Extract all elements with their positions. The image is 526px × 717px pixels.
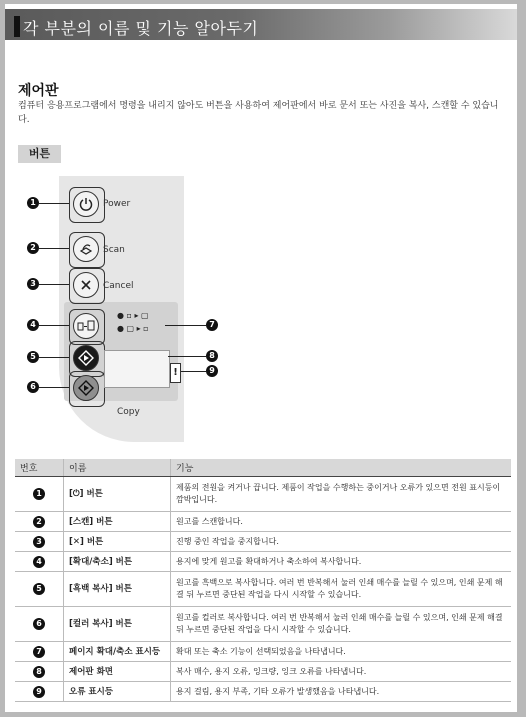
manual-page [5,4,517,712]
number-badge: 3 [33,536,45,548]
callout-1: 1 [27,197,39,209]
row-number [15,662,64,682]
copy-label: Copy [117,407,140,417]
callout-9: 9 [206,365,218,377]
callout-line-7 [165,325,206,326]
row-function: 진행 중인 작업을 중지합니다. [171,532,512,552]
callout-line-2 [39,248,69,249]
row-number [15,532,64,552]
col-name: 이름 [64,459,171,477]
page-title: 각 부분의 이름 및 기능 알아두기 [23,19,259,38]
row-function: 용지에 맞게 원고를 확대하거나 축소하여 복사합니다. [171,552,512,572]
black-copy-button[interactable] [73,345,99,371]
table-header-row [15,459,511,477]
table-row [15,512,511,532]
section-title: 제어판 [18,83,59,99]
table-row [15,607,511,642]
row-number [15,642,64,662]
resize-indicators [117,309,149,335]
table-row [15,662,511,682]
callout-line-8 [168,356,206,357]
row-number [15,607,64,642]
col-function: 기능 [171,459,512,477]
number-badge: 6 [33,618,45,630]
power-label: Power [103,199,131,209]
scan-label: Scan [103,245,125,255]
row-function: 제품의 전원을 켜거나 끕니다. 제품이 작업을 수행하는 중이거나 오류가 있으면 전원 표시등이 깜박입니다. [171,477,512,512]
callout-line-4 [39,325,69,326]
table-row [15,552,511,572]
table-row [15,532,511,552]
banner-accent [14,16,20,37]
scan-button[interactable] [73,236,99,262]
table-row [15,682,511,702]
row-name: [스캔] 버튼 [64,512,171,532]
row-function: 확대 또는 축소 기능이 선택되었음을 나타냅니다. [171,642,512,662]
row-function: 원고를 스캔합니다. [171,512,512,532]
row-number [15,552,64,572]
row-function: 복사 매수, 용지 오류, 잉크량, 잉크 오류를 나타냅니다. [171,662,512,682]
start-diamond-icon [78,350,94,366]
row-name: [컬러 복사] 버튼 [64,607,171,642]
row-name: 오류 표시등 [64,682,171,702]
cancel-icon [79,278,93,292]
number-badge: 5 [33,583,45,595]
number-badge: 9 [33,686,45,698]
indicator-reduce: ● ▢ ▸ ▫ [117,324,149,333]
col-number: 번호 [15,459,64,477]
table-row [15,572,511,607]
color-copy-button[interactable] [73,375,99,401]
table-row [15,642,511,662]
number-badge: 2 [33,516,45,528]
callout-6: 6 [27,381,39,393]
resize-icon [77,320,95,332]
row-name: 페이지 확대/축소 표시등 [64,642,171,662]
row-name: [흑백 복사] 버튼 [64,572,171,607]
table-body [15,477,511,702]
button-function-table [15,459,511,702]
number-badge: 1 [33,488,45,500]
start-diamond-icon [78,380,94,396]
callout-line-3 [39,284,69,285]
page-banner [5,9,517,40]
cancel-button[interactable] [73,272,99,298]
row-number [15,682,64,702]
panel-display [104,350,170,388]
indicator-enlarge: ● ▫ ▸ ▢ [117,311,149,320]
section-intro: 컴퓨터 응용프로그램에서 명령을 내리지 않아도 버튼을 사용하여 제어판에서 바로 문서 또는 사진을 복사, 스캔할 수 있습니다. [18,101,499,125]
number-badge: 4 [33,556,45,568]
row-name: [⏻] 버튼 [64,477,171,512]
table-row [15,477,511,512]
number-badge: 8 [33,666,45,678]
callout-3: 3 [27,278,39,290]
number-badge: 7 [33,646,45,658]
callout-7: 7 [206,319,218,331]
callout-2: 2 [27,242,39,254]
callout-line-1 [39,203,69,204]
callout-line-6 [39,387,69,388]
callout-8: 8 [206,350,218,362]
resize-button[interactable] [73,313,99,339]
row-name: [확대/축소] 버튼 [64,552,171,572]
callout-line-9 [181,371,206,372]
row-name: [✕] 버튼 [64,532,171,552]
row-number [15,572,64,607]
section-tag: 버튼 [18,145,61,163]
row-function: 용지 걸림, 용지 부족, 기타 오류가 발생했음을 나타냅니다. [171,682,512,702]
power-button[interactable] [73,191,99,217]
power-icon [78,196,94,212]
cancel-label: Cancel [103,281,134,291]
row-number [15,512,64,532]
callout-line-5 [39,357,69,358]
error-indicator: ! [170,363,181,383]
callout-4: 4 [27,319,39,331]
row-function: 원고를 흑백으로 복사합니다. 여러 번 반복해서 눌러 인쇄 매수를 늘릴 수 있으며, 인쇄 문제 해결 뒤 누르면 중단된 작업을 다시 시작할 수 있습니다. [171,572,512,607]
row-number [15,477,64,512]
callout-5: 5 [27,351,39,363]
row-name: 제어판 화면 [64,662,171,682]
row-function: 원고를 컬러로 복사합니다. 여러 번 반복해서 눌러 인쇄 매수를 늘릴 수 있으며, 인쇄 문제 해결 뒤 누르면 중단된 작업을 다시 시작할 수 있습니다. [171,607,512,642]
scan-icon [78,241,94,257]
